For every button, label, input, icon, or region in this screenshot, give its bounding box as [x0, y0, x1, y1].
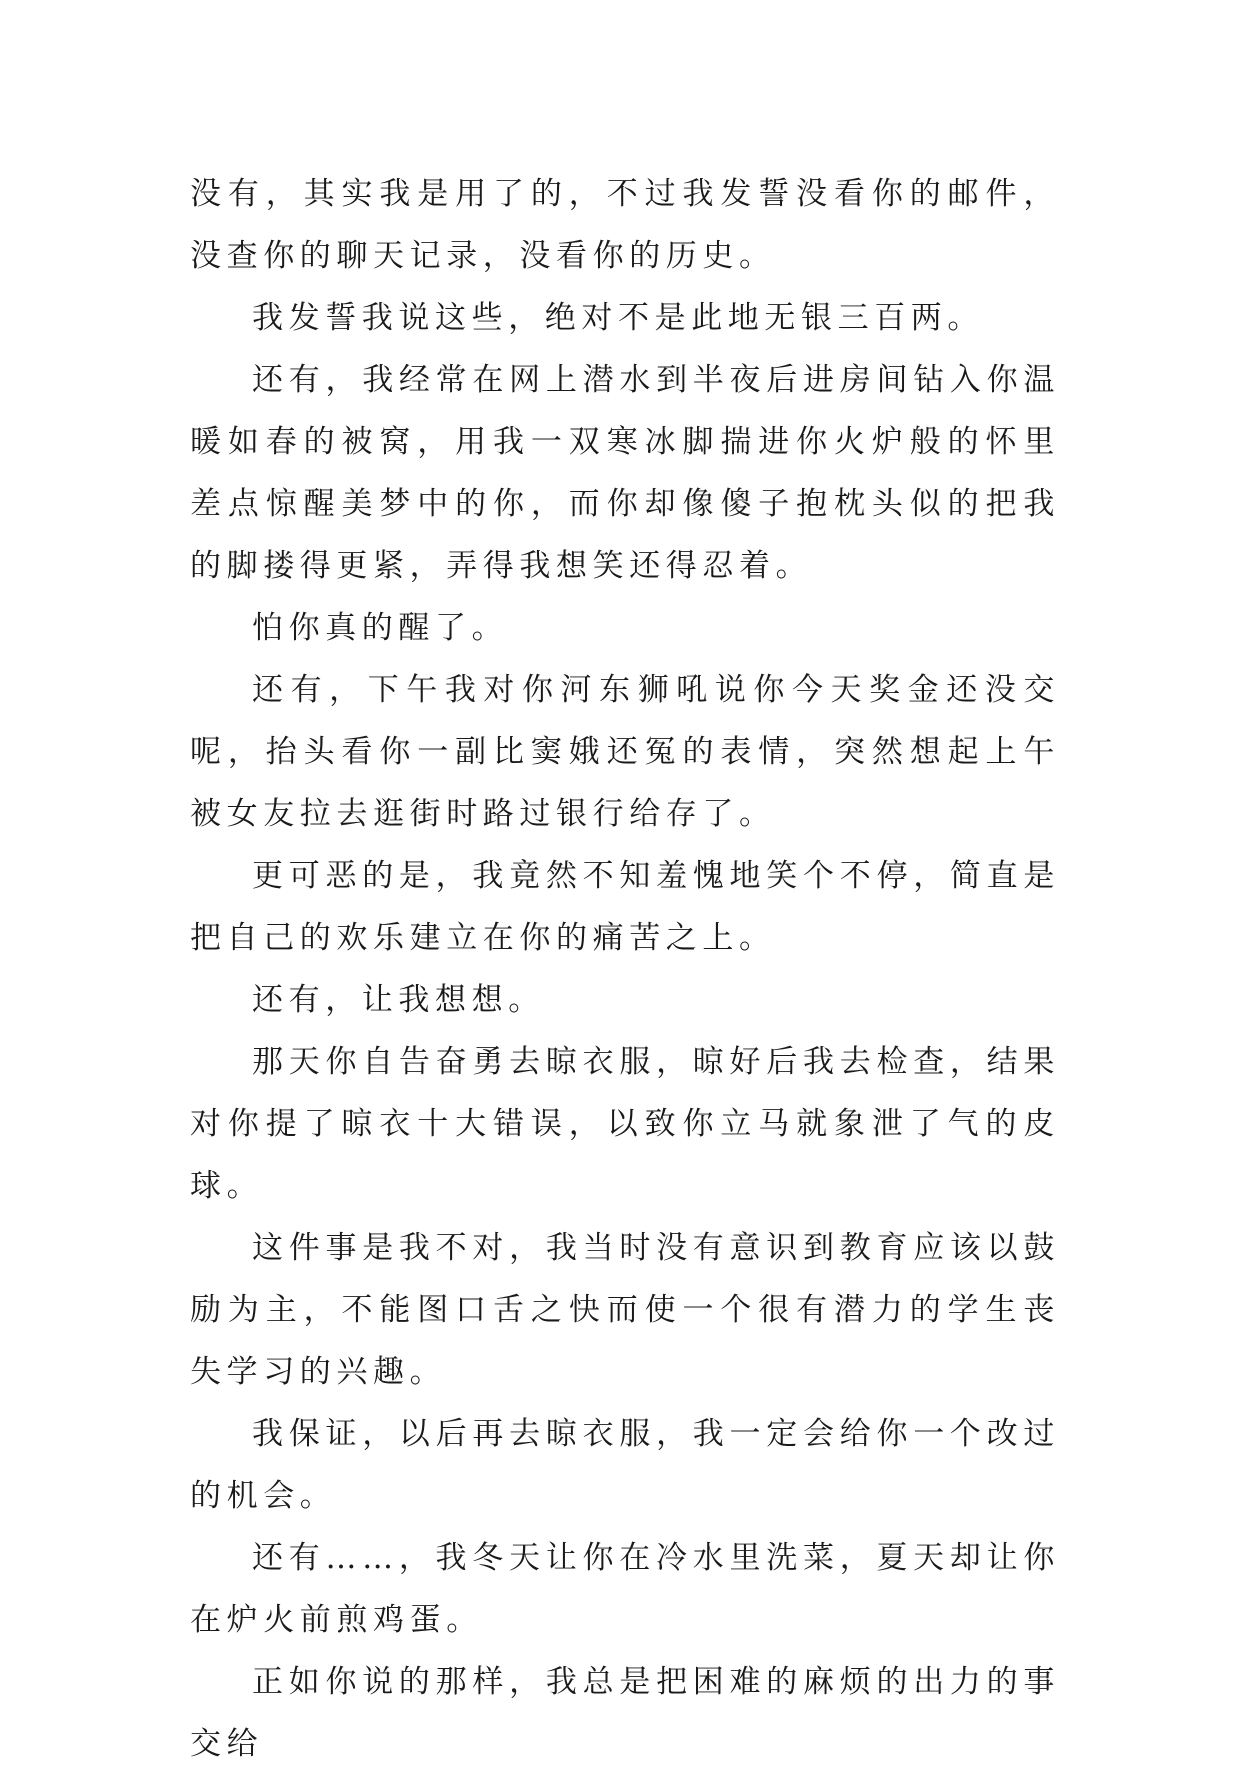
paragraph: 还有，下午我对你河东狮吼说你今天奖金还没交呢，抬头看你一副比窦娥还冤的表情，突然想起上午被女友拉去逛街时路过银行给存了。 [190, 672, 1060, 832]
paragraph: 那天你自告奋勇去晾衣服，晾好后我去检查，结果对你提了晾衣十大错误，以致你立马就象泄了气的皮球。 [190, 1044, 1060, 1204]
paragraph: 还有，我经常在网上潜水到半夜后进房间钻入你温暖如春的被窝，用我一双寒冰脚揣进你火炉般的怀里差点惊醒美梦中的你，而你却像傻子抱枕头似的把我的脚搂得更紧，弄得我想笑还得忍着。 [190, 362, 1060, 584]
paragraph: 没有，其实我是用了的，不过我发誓没看你的邮件，没查你的聊天记录，没看你的历史。 [190, 176, 1060, 274]
paragraph: 正如你说的那样，我总是把困难的麻烦的出力的事交给 [190, 1664, 1060, 1762]
document-body [190, 163, 1060, 1775]
paragraph: 这件事是我不对，我当时没有意识到教育应该以鼓励为主，不能图口舌之快而使一个很有潜力的学生丧失学习的兴趣。 [190, 1230, 1060, 1390]
paragraph: 更可恶的是，我竟然不知羞愧地笑个不停，简直是把自己的欢乐建立在你的痛苦之上。 [190, 858, 1060, 956]
paragraph: 还有……，我冬天让你在冷水里洗菜，夏天却让你在炉火前煎鸡蛋。 [190, 1540, 1060, 1638]
paragraph: 还有，让我想想。 [252, 982, 545, 1018]
paragraph: 我保证，以后再去晾衣服，我一定会给你一个改过的机会。 [190, 1416, 1060, 1514]
paragraph: 我发誓我说这些，绝对不是此地无银三百两。 [252, 300, 984, 336]
paragraph: 怕你真的醒了。 [252, 610, 509, 646]
